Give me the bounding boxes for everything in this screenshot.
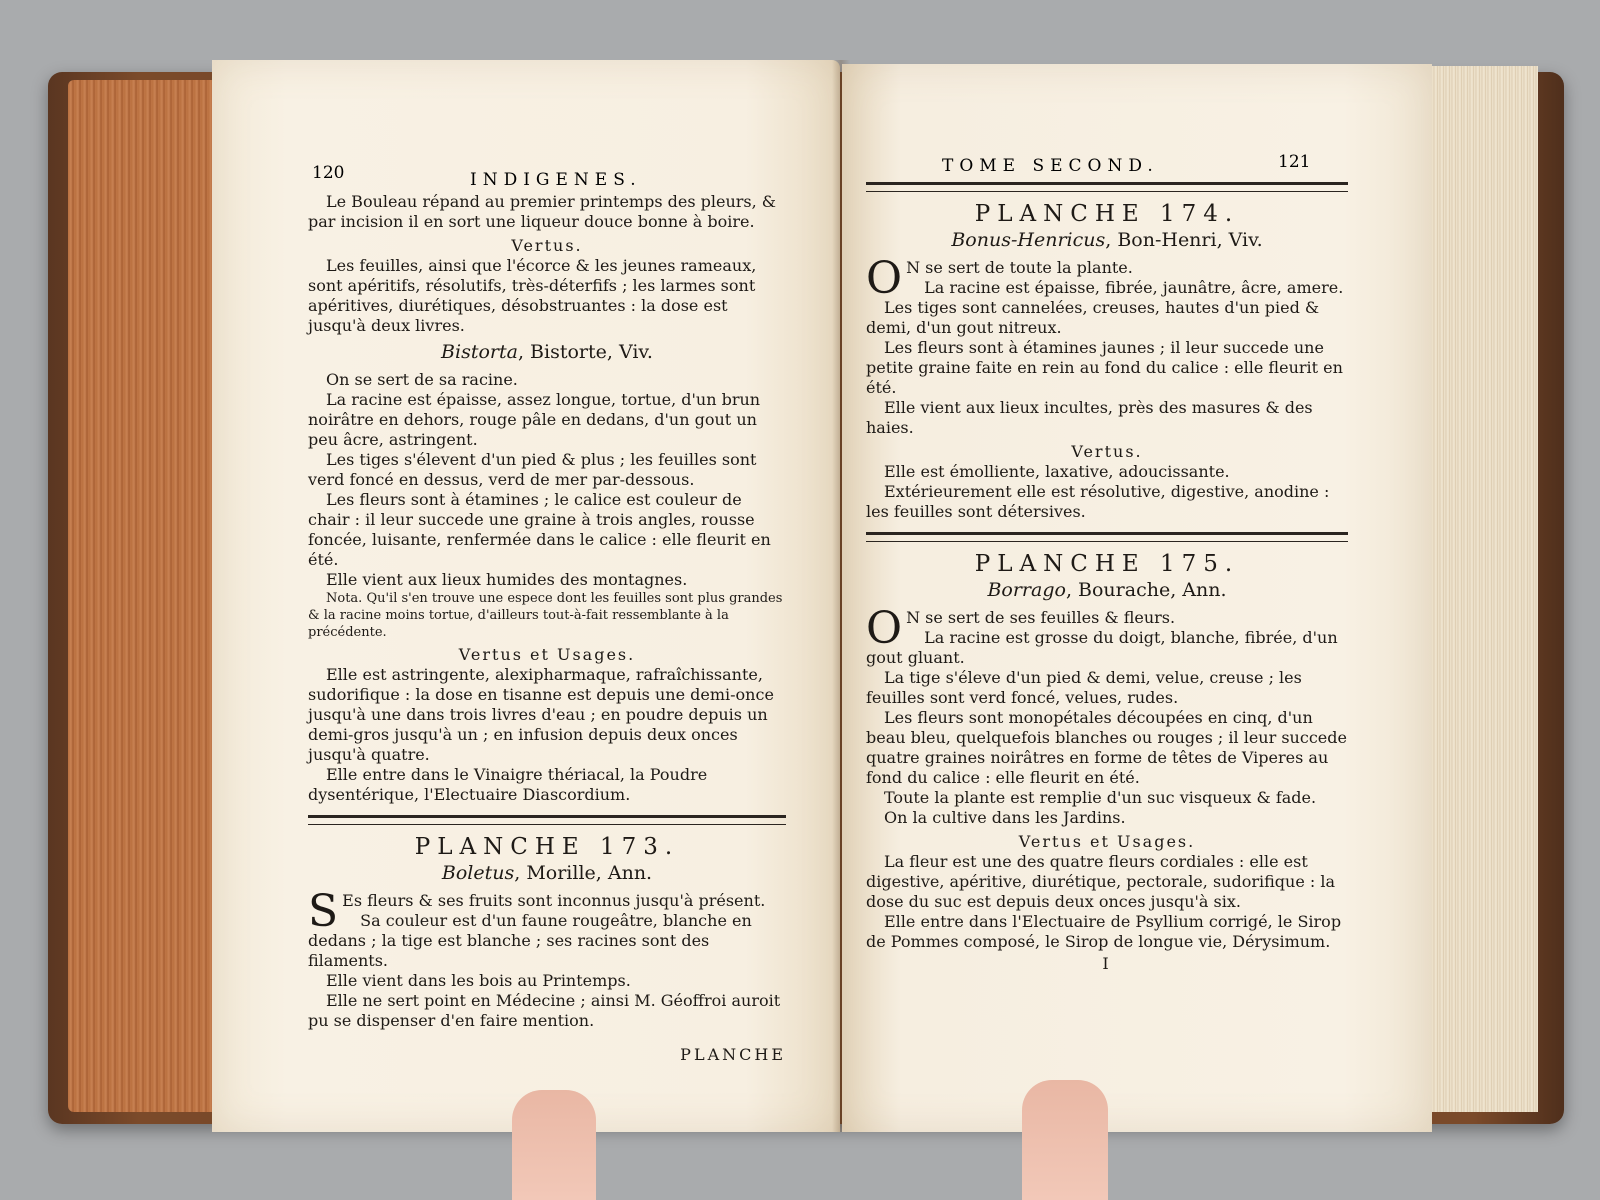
section-rule xyxy=(866,532,1348,542)
boletus-name xyxy=(308,863,786,883)
left-text-block xyxy=(308,192,786,1065)
bonus-henricus-name xyxy=(866,230,1348,250)
vertus-paragraph: Les feuilles, ainsi que l'écorce & les jeunes rameaux, sont apéritifs, résolutifs, très-déterfifs ; les larmes sont apéritives, diurétiques, désobstruantes : la dose est jusqu'à deux livres. xyxy=(308,256,757,335)
page-edges-right xyxy=(1426,66,1538,1112)
usages-heading: Vertus et Usages. xyxy=(458,645,636,664)
drop-cap: O xyxy=(866,603,903,654)
borrago-first-line: N se sert de ses feuilles & fleurs. xyxy=(906,608,1176,627)
bistorta-latin: Bistorta xyxy=(441,341,518,363)
borrago-name xyxy=(866,580,1348,600)
page-number: 121 xyxy=(1278,152,1311,172)
borrago-paragraph: La racine est grosse du doigt, blanche, fibrée, d'un gout gluant. xyxy=(866,628,1338,667)
thumb-left xyxy=(512,1090,596,1200)
boletus-paragraph: Elle ne sert point en Médecine ; ainsi M. Géoffroi auroit pu se dispenser d'en faire mention. xyxy=(308,991,781,1030)
bonus-henricus-paragraph: La racine est épaisse, fibrée, jaunâtre, âcre, amere. xyxy=(924,278,1344,297)
drop-cap: O xyxy=(866,253,903,304)
intro-paragraph: Le Bouleau répand au premier printemps des pleurs, & par incision il en sort une liqueur douce bonne à boire. xyxy=(308,192,777,231)
bonus-henricus-paragraph: Elle vient aux lieux incultes, près des masures & des haies. xyxy=(866,398,1313,437)
bonus-henricus-paragraph: Les fleurs sont à étamines jaunes ; il leur succede une petite graine faite en rein au fond du calice : elle fleurit en été. xyxy=(866,338,1343,397)
bonus-henricus-first-line: N se sert de toute la plante. xyxy=(906,258,1133,277)
borrago-paragraph: Toute la plante est remplie d'un suc visqueux & fade. xyxy=(884,788,1317,807)
bonus-henricus-french: , Bon-Henri, Viv. xyxy=(1105,229,1263,251)
borrago-french: , Bourache, Ann. xyxy=(1065,579,1227,601)
catchword: PLANCHE xyxy=(680,1045,786,1064)
vertus-paragraph: Elle est émolliente, laxative, adoucissante. xyxy=(884,462,1230,481)
bistorta-paragraph: La racine est épaisse, assez longue, tortue, d'un brun noirâtre en dehors, rouge pâle en dedans, d'un gout un peu âcre, astringent. xyxy=(308,390,761,449)
page-number: 120 xyxy=(312,163,345,183)
usages-heading: Vertus et Usages. xyxy=(1018,832,1196,851)
usages-paragraph: Elle entre dans le Vinaigre thériacal, la Poudre dysentérique, l'Electuaire Diascordium. xyxy=(308,765,708,804)
borrago-paragraph: On la cultive dans les Jardins. xyxy=(884,808,1126,827)
usages-paragraph: Elle est astringente, alexipharmaque, rafraîchissante, sudorifique : la dose en tisanne est depuis une demi-once jusqu'à une dans trois livres d'eau ; en poudre depuis un demi-gros jusqu'à un ; en infusion depuis deux onces jusqu'à quatre. xyxy=(308,665,774,764)
boletus-latin: Boletus xyxy=(441,862,515,884)
planche-title: PLANCHE 174. xyxy=(974,201,1240,227)
page-edges-left xyxy=(68,80,218,1112)
bistorta-paragraph: Elle vient aux lieux humides des montagnes. xyxy=(326,570,688,589)
thumb-right xyxy=(1022,1080,1108,1200)
section-rule xyxy=(308,815,786,825)
catchword: I xyxy=(1102,954,1112,973)
boletus-paragraph: Sa couleur est d'un faune rougeâtre, blanche en dedans ; la tige est blanche ; ses racines sont des filaments. xyxy=(308,911,752,970)
borrago-latin: Borrago xyxy=(987,579,1066,601)
bonus-henricus-paragraph: Les tiges sont cannelées, creuses, hautes d'un pied & demi, d'un gout nitreux. xyxy=(866,298,1320,337)
bistorta-paragraph: On se sert de sa racine. xyxy=(326,370,518,389)
bistorta-paragraph: Les fleurs sont à étamines ; le calice est couleur de chair : il leur succede une graine à trois angles, rousse foncée, luisante, renfermée dans le calice : elle fleurit en été. xyxy=(308,490,771,569)
left-page xyxy=(212,60,840,1132)
boletus-first-paragraph xyxy=(308,886,786,937)
right-text-block xyxy=(866,182,1348,974)
usages-paragraph: La fleur est une des quatre fleurs cordiales : elle est digestive, apéritive, diurétique, pectorale, sudorifique : la dose du suc est depuis deux onces jusqu'à six. xyxy=(866,852,1336,911)
borrago-paragraph: La tige s'éleve d'un pied & demi, velue, creuse ; les feuilles sont verd foncé, velues, rudes. xyxy=(866,668,1302,707)
usages-paragraph: Elle entre dans l'Electuaire de Psyllium corrigé, le Sirop de Pommes composé, le Sirop de longue vie, Dérysimum. xyxy=(866,912,1342,951)
bistorta-paragraph: Les tiges s'élevent d'un pied & plus ; les feuilles sont verd foncé en dessus, verd de mer par-dessous. xyxy=(308,450,757,489)
boletus-french: , Morille, Ann. xyxy=(514,862,653,884)
boletus-paragraph: Elle vient dans les bois au Printemps. xyxy=(326,971,631,990)
boletus-first-line: Es fleurs & ses fruits sont inconnus jusqu'à présent. xyxy=(342,891,766,910)
bistorta-name xyxy=(308,342,786,362)
borrago-paragraph: Les fleurs sont monopétales découpées en cinq, d'un beau bleu, quelquefois blanches ou rouges ; il leur succede quatre graines noirâtres en forme de têtes de Viperes au fond du calice : elle fleurit en été. xyxy=(866,708,1347,787)
bistorta-french: , Bistorte, Viv. xyxy=(517,341,653,363)
vertus-paragraph: Extérieurement elle est résolutive, digestive, anodine : les feuilles sont détersives. xyxy=(866,482,1330,521)
planche-title: PLANCHE 173. xyxy=(414,834,680,860)
drop-cap: S xyxy=(308,886,339,937)
nota-paragraph: Nota. Qu'il s'en trouve une espece dont les feuilles sont plus grandes & la racine moins tortue, d'ailleurs tout-à-fait ressemblante à la précédente. xyxy=(308,591,783,640)
bonus-henricus-latin: Bonus-Henricus xyxy=(951,229,1106,251)
running-head: INDIGENES. xyxy=(470,170,642,190)
section-rule xyxy=(866,182,1348,192)
vertus-heading: Vertus. xyxy=(1071,442,1143,461)
running-head: TOME SECOND. xyxy=(942,156,1159,176)
planche-title: PLANCHE 175. xyxy=(974,551,1240,577)
right-page xyxy=(842,64,1432,1132)
vertus-heading: Vertus. xyxy=(511,236,583,255)
